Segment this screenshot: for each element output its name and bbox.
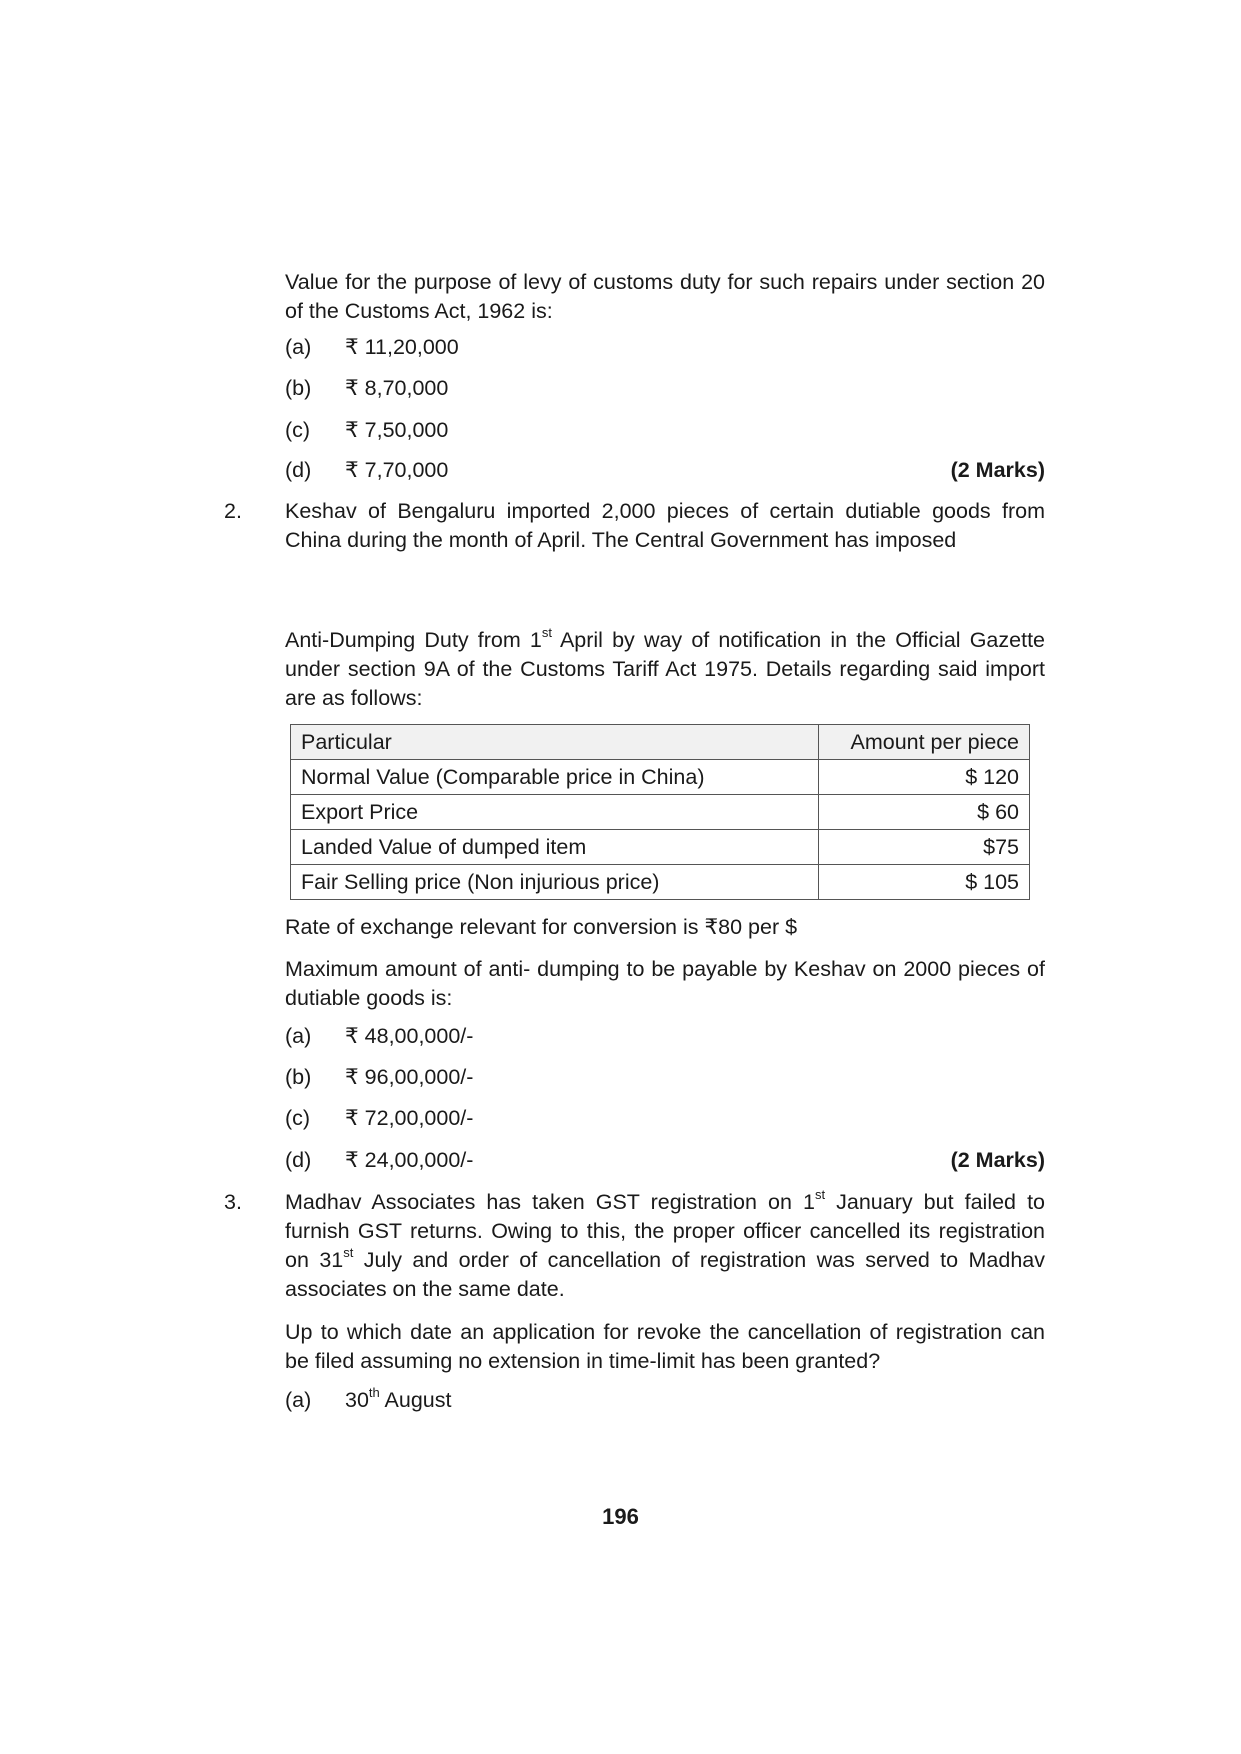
q2-rate-text: Rate of exchange relevant for conversion is ₹80 per $ xyxy=(285,915,798,939)
table-cell: $ 105 xyxy=(819,865,1030,900)
table-cell: Landed Value of dumped item xyxy=(291,830,819,865)
q3-p1-sup2: st xyxy=(343,1244,354,1260)
option-label: (c) xyxy=(285,418,311,442)
table-header-row xyxy=(291,725,1030,760)
q3-p1-c: July and order of cancellation of registration was served to Madhav associates on the same date. xyxy=(285,1248,1045,1301)
intro-marks: (2 Marks) xyxy=(950,458,1045,482)
option-text: ₹ 8,70,000 xyxy=(345,376,449,400)
intro-option-b xyxy=(285,374,1045,403)
intro-option-d xyxy=(285,456,1045,485)
q3-p1-b: January but failed to furnish GST returns. Owing to this, the proper officer cancelled its registration on 31 xyxy=(285,1190,1046,1272)
q3-question: Up to which date an application for revoke the cancellation of registration can be filed assuming no extension in time-limit has been granted? xyxy=(285,1320,1045,1373)
option-label: (d) xyxy=(285,458,312,482)
table-row xyxy=(291,795,1030,830)
q2-para1: Keshav of Bengaluru imported 2,000 pieces of certain dutiable goods from China during the month of April. The Central Government has imposed xyxy=(285,499,1045,552)
q3-p1-sup1: st xyxy=(814,1186,826,1202)
option-text: ₹ 7,50,000 xyxy=(345,418,449,442)
table-cell: $ 60 xyxy=(819,795,1030,830)
option-label: (a) xyxy=(285,1388,312,1412)
q3-p1-a: Madhav Associates has taken GST registration on 1 xyxy=(285,1190,815,1214)
intro-option-c xyxy=(285,416,1045,445)
option-text-sup: th xyxy=(368,1384,380,1400)
option-label: (b) xyxy=(285,1065,312,1089)
table-row xyxy=(291,760,1030,795)
option-text-pre: 30 xyxy=(345,1388,369,1412)
page-number: 196 xyxy=(602,1504,639,1529)
option-text: ₹ 48,00,000/- xyxy=(345,1024,474,1048)
table-row xyxy=(291,865,1030,900)
intro-text: Value for the purpose of levy of customs duty for such repairs under section 20 of the Customs Act, 1962 is: xyxy=(285,270,1045,323)
q2-question: Maximum amount of anti- dumping to be payable by Keshav on 2000 pieces of dutiable goods is: xyxy=(285,957,1045,1010)
option-text: ₹ 11,20,000 xyxy=(345,335,459,359)
q2-marks: (2 Marks) xyxy=(950,1148,1045,1172)
import-details-table xyxy=(290,724,1030,900)
option-label: (c) xyxy=(285,1106,311,1130)
q2-option-a xyxy=(285,1022,1045,1051)
table-row xyxy=(291,830,1030,865)
intro-option-a xyxy=(285,333,1045,362)
q2-para2-post: April by way of notification in the Official Gazette under section 9A of the Customs Tariff Act 1975. Details regarding said import are as follows: xyxy=(285,628,1045,710)
table-cell: Normal Value (Comparable price in China) xyxy=(291,760,819,795)
option-text: ₹ 96,00,000/- xyxy=(345,1065,474,1089)
question-number: 3. xyxy=(224,1190,242,1214)
q2-option-b xyxy=(285,1063,1045,1092)
table-cell: Export Price xyxy=(291,795,819,830)
option-label: (a) xyxy=(285,335,312,359)
q2-option-d xyxy=(285,1146,1045,1175)
option-label: (d) xyxy=(285,1148,312,1172)
q2-option-c xyxy=(285,1104,1045,1133)
question-number: 2. xyxy=(224,499,242,523)
q2-para2 xyxy=(285,626,1045,713)
q3-option-a xyxy=(285,1386,1045,1415)
option-label: (b) xyxy=(285,376,312,400)
table-header-cell: Amount per piece xyxy=(819,725,1030,760)
table-cell: Fair Selling price (Non injurious price) xyxy=(291,865,819,900)
q2-para2-pre: Anti-Dumping Duty from 1 xyxy=(285,628,542,652)
option-text: ₹ 24,00,000/- xyxy=(345,1148,474,1172)
q3-para1 xyxy=(285,1188,1045,1304)
table-cell: $75 xyxy=(819,830,1030,865)
option-text: ₹ 72,00,000/- xyxy=(345,1106,474,1130)
q2-para2-sup: st xyxy=(541,624,552,640)
option-text-post: August xyxy=(379,1388,452,1412)
table-header-cell: Particular xyxy=(291,725,819,760)
option-text: ₹ 7,70,000 xyxy=(345,458,449,482)
table-cell: $ 120 xyxy=(819,760,1030,795)
option-label: (a) xyxy=(285,1024,312,1048)
